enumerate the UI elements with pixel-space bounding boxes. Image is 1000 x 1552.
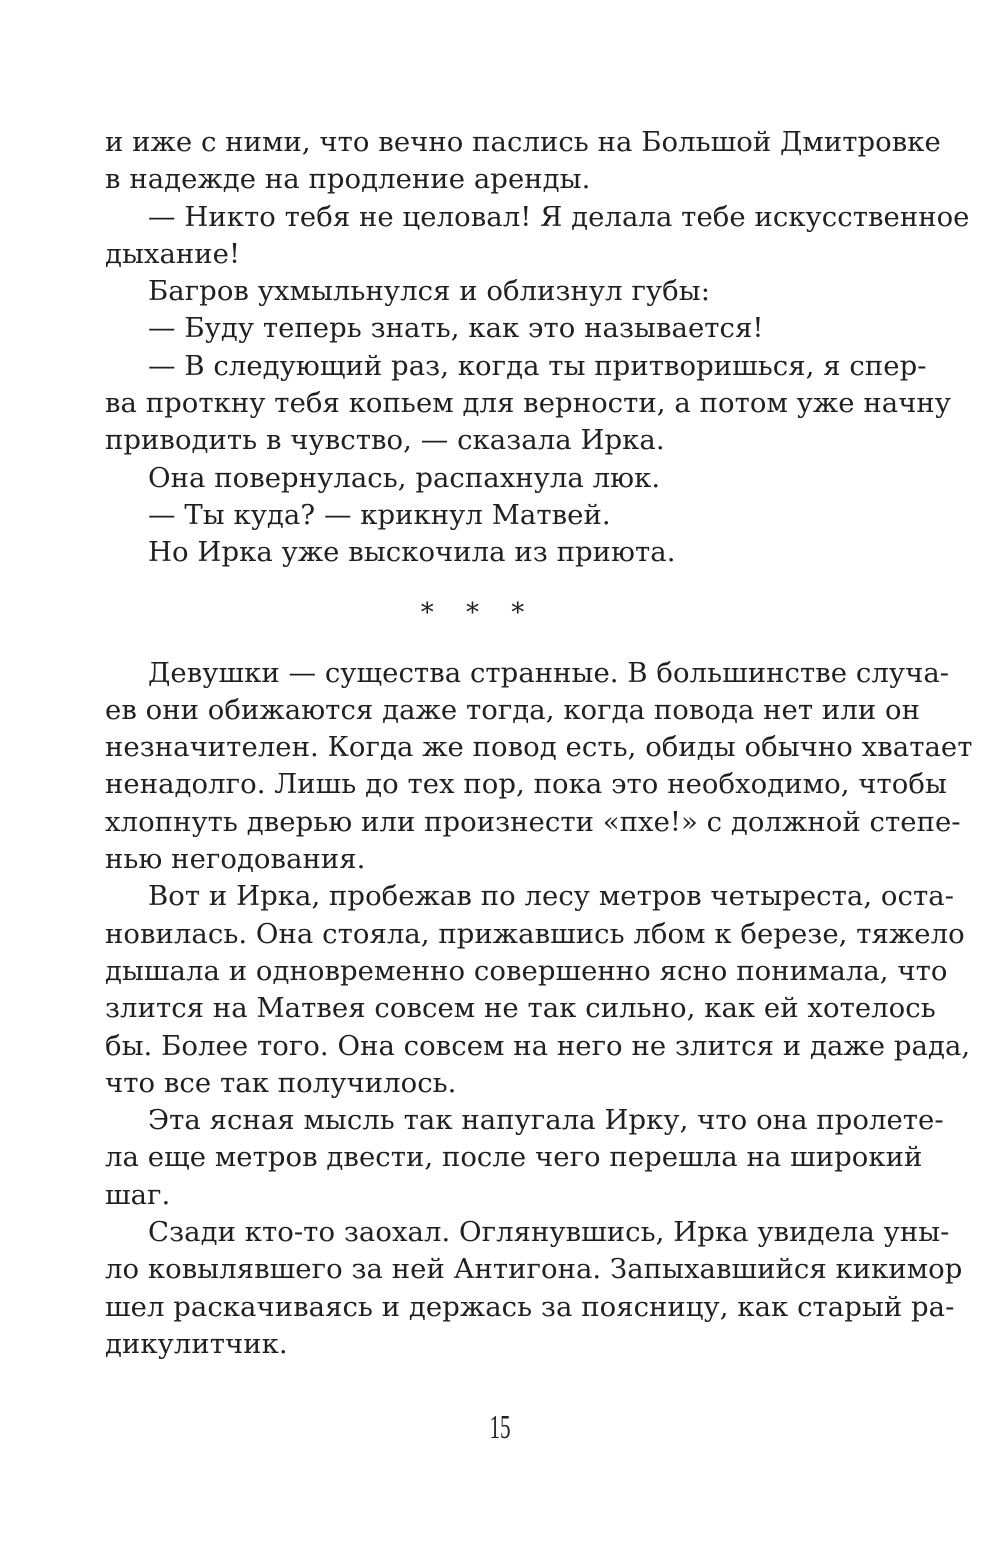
text-line: — Никто тебя не целовал! Я делала тебе искусственное (148, 200, 970, 233)
text-line: дыхание! (105, 237, 241, 270)
text-line: шаг. (105, 1178, 171, 1211)
section-separator: * * * (420, 597, 537, 628)
page-number: 15 (489, 1409, 511, 1446)
text-line: Сзади кто-то заохал. Оглянувшись, Ирка увидела уны- (148, 1216, 950, 1249)
text-line: ненадолго. Лишь до тех пор, пока это необходимо, чтобы (105, 768, 947, 801)
text-line: нью негодования. (105, 843, 366, 876)
text-line: — В следующий раз, когда ты притворишься, я спер- (148, 349, 927, 382)
page-text (105, 124, 973, 1363)
text-line: в надежде на продление аренды. (105, 163, 591, 196)
text-line: шел раскачиваясь и держась за поясницу, как старый ра- (105, 1290, 955, 1323)
text-line: ва проткну тебя копьем для верности, а потом уже начну (105, 387, 952, 420)
text-line: Она повернулась, распахнула люк. (148, 461, 661, 494)
text-line: приводить в чувство, — сказала Ирка. (105, 424, 665, 457)
text-line: новилась. Она стояла, прижавшись лбом к березе, тяжело (105, 917, 965, 950)
text-line: хлопнуть дверью или произнести «пхе!» с должной степе- (105, 805, 961, 838)
text-line: — Ты куда? — крикнул Матвей. (148, 498, 611, 531)
text-line: Вот и Ирка, пробежав по лесу метров четыреста, оста- (148, 880, 955, 913)
text-line: бы. Более того. Она совсем на него не злится и даже рада, (105, 1029, 971, 1062)
text-line: ло ковылявшего за ней Антигона. Запыхавшийся кикимор (105, 1253, 963, 1286)
text-line: Но Ирка уже выскочила из приюта. (148, 536, 676, 569)
text-line: ев они обижаются даже тогда, когда повода нет или он (105, 693, 920, 726)
text-line: дышала и одновременно совершенно ясно понимала, что (105, 954, 948, 987)
text-line: Эта ясная мысль так напугала Ирку, что она пролете- (148, 1104, 944, 1137)
text-line: и иже с ними, что вечно паслись на Большой Дмитровке (105, 126, 941, 158)
text-line: незначителен. Когда же повод есть, обиды обычно хватает (105, 731, 973, 764)
text-line: Девушки — существа странные. В большинстве случа- (148, 656, 950, 689)
text-line: злится на Матвея совсем не так сильно, как ей хотелось (105, 992, 936, 1025)
text-line: — Буду теперь знать, как это называется! (148, 312, 764, 345)
text-line: Багров ухмыльнулся и облизнул губы: (148, 275, 711, 308)
text-line: дикулитчик. (105, 1327, 288, 1360)
text-line: ла еще метров двести, после чего перешла на широкий (105, 1141, 923, 1174)
text-line: что все так получилось. (105, 1066, 457, 1099)
